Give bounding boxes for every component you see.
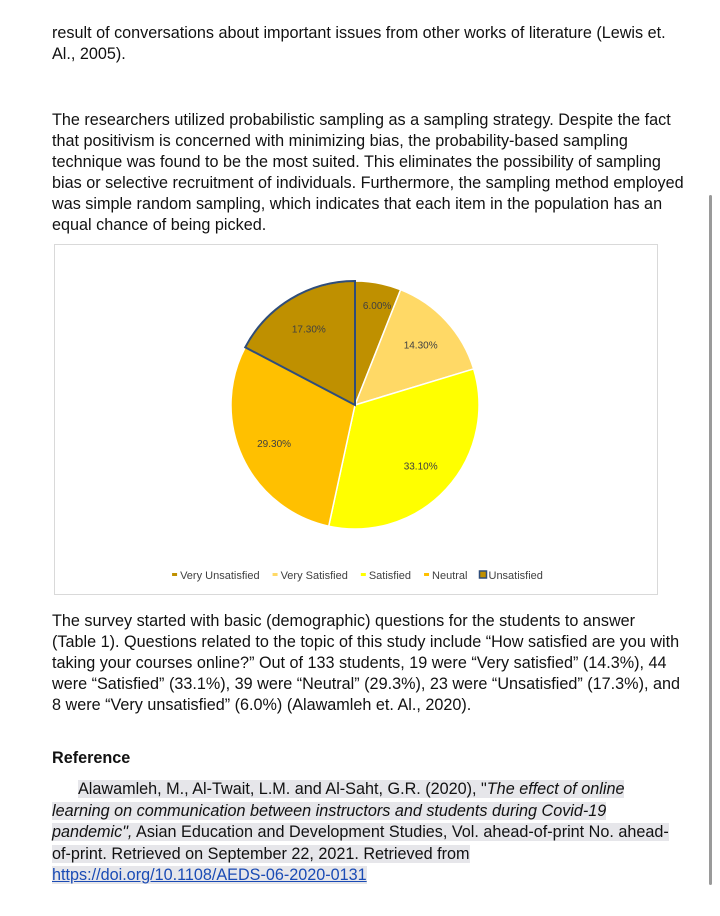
reference-heading: Reference	[52, 749, 131, 767]
scrollbar[interactable]	[709, 195, 712, 885]
reference-entry	[52, 779, 672, 887]
legend-label-very-unsatisfied: Very Unsatisfied	[180, 570, 260, 582]
legend-label-very-satisfied: Very Satisfied	[280, 570, 348, 582]
satisfaction-pie-chart	[54, 244, 658, 595]
legend-marker-neutral	[424, 573, 429, 576]
legend-label-satisfied: Satisfied	[368, 570, 412, 582]
methodology-paragraph: The researchers utilized probabilistic sampling as a sampling strategy. Despite the fact that positivism is concerned with minimizing bias, the probability-based sampling technique was found to be the most suited. This eliminates the possibility of sampling bias or selective recruitment of individuals. Furthermore, the sampling method employed was simple random sampling, which indicates that each item in the population has an equal chance of being picked.	[52, 111, 684, 234]
legend-marker-very-unsatisfied	[172, 573, 177, 576]
legend-label-unsatisfied: Unsatisfied	[488, 570, 543, 582]
legend-marker-unsatisfied	[480, 571, 487, 578]
intro-paragraph: result of conversations about important issues from other works of literature (Lewis et. Al., 2005).	[52, 24, 666, 63]
legend-marker-satisfied	[361, 573, 366, 576]
reference-details: Asian Education and Development Studies, Vol. ahead-of-print No. ahead-of-print. Retrieved on September 22, 2021. Retrieved from	[52, 823, 669, 863]
data-label-very-unsatisfied: 6.00%	[362, 300, 392, 312]
legend-marker-very-satisfied	[273, 573, 278, 576]
data-label-unsatisfied: 17.30%	[291, 324, 326, 336]
legend-label-neutral: Neutral	[432, 570, 468, 582]
data-label-very-satisfied: 14.30%	[403, 340, 438, 352]
reference-link[interactable]: https://doi.org/10.1108/AEDS-06-2020-0131	[52, 866, 367, 884]
survey-paragraph: The survey started with basic (demographic) questions for the students to answer (Table 1). Questions related to the topic of this study include “How satisfied are you with taking your courses online?” Out of 133 students, 19 were “Very satisfied” (14.3%), 44 were “Satisfied” (33.1%), 39 were “Neutral” (29.3%), 23 were “Unsatisfied” (17.3%), and 8 were “Very unsatisfied” (6.0%) (Alawamleh et. Al., 2020).	[52, 612, 680, 714]
chart-legend	[172, 570, 543, 582]
pie-chart-svg	[55, 245, 659, 596]
data-label-satisfied: 33.10%	[403, 461, 438, 473]
data-label-neutral: 29.30%	[257, 438, 292, 450]
reference-title: The effect of online learning on communication between instructors and students during Covid-19 pandemic",	[52, 780, 625, 841]
reference-authors: Alawamleh, M., Al-Twait, L.M. and Al-Saht, G.R. (2020), "	[78, 780, 487, 798]
